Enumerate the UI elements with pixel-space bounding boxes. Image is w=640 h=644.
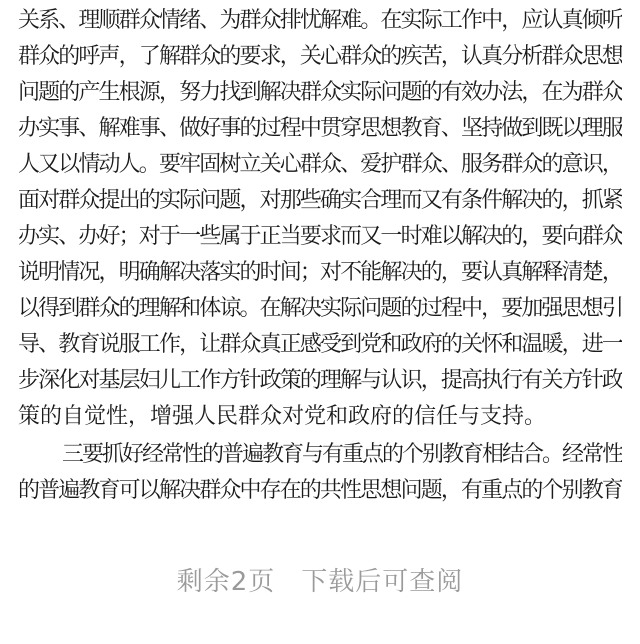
remaining-pages-text: 剩余2页 — [176, 567, 276, 597]
text-line-1: 关系、理顺群众情绪、为群众排忧解难。在实际工作中，应认真倾听 — [18, 8, 622, 33]
text-line-14: 的普遍教育可以解决群众中存在的共性思想问题，有重点的个别教育 — [18, 478, 622, 503]
text-line-11: 步深化对基层妇儿工作方针政策的理解与认识，提高执行有关方针政 — [18, 368, 622, 393]
text-line-10: 导、教育说服工作，让群众真正感受到党和政府的关怀和温暖，进一 — [18, 332, 622, 357]
text-line-2: 群众的呼声，了解群众的要求，关心群众的疾苦，认真分析群众思想 — [18, 44, 622, 69]
text-line-8: 说明情况，明确解决落实的时间；对不能解决的，要认真解释清楚， — [18, 260, 622, 285]
remaining-pages-banner[interactable] — [0, 560, 640, 604]
text-line-9: 以得到群众的理解和体谅。在解决实际问题的过程中，要加强思想引 — [18, 296, 622, 321]
text-line-13: 三要抓好经常性的普遍教育与有重点的个别教育相结合。经常性 — [62, 442, 622, 467]
text-line-4: 办实事、解难事、做好事的过程中贯穿思想教育、坚持做到既以理服 — [18, 116, 622, 141]
download-to-view-text: 下载后可查阅 — [301, 567, 464, 597]
text-line-6: 面对群众提出的实际问题，对那些确实合理而又有条件解决的，抓紧 — [18, 188, 622, 213]
text-line-7: 办实、办好；对于一些属于正当要求而又一时难以解决的，要向群众 — [18, 224, 622, 249]
text-line-12: 策的自觉性，增强人民群众对党和政府的信任与支持。 — [18, 404, 547, 429]
text-line-5: 人又以情动人。要牢固树立关心群众、爱护群众、服务群众的意识， — [18, 152, 622, 177]
text-line-3: 问题的产生根源，努力找到解决群众实际问题的有效办法，在为群众 — [18, 80, 622, 105]
